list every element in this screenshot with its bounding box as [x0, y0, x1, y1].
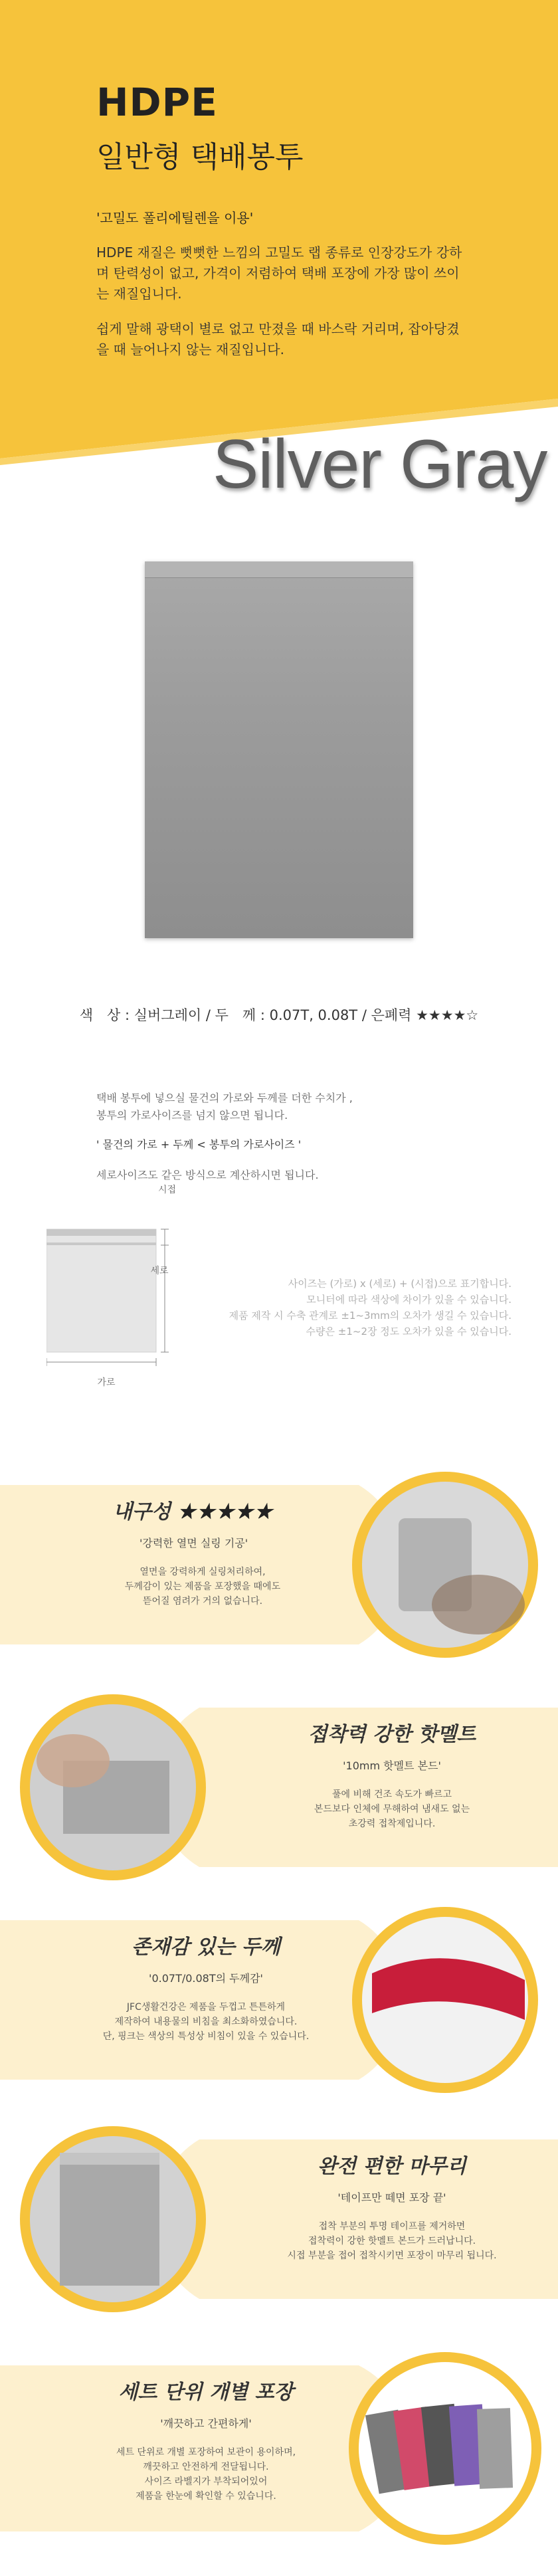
feature-line: 두께감이 있는 제품을 포장했을 때에도 — [124, 1581, 281, 1592]
size-info-line-2: 봉투의 가로사이즈를 넘지 않으면 됩니다. — [96, 1109, 288, 1122]
note-2: 모니터에 따라 색상에 차이가 있을 수 있습니다. — [306, 1294, 512, 1306]
bag-flap — [145, 561, 413, 578]
feature-hotmelt — [0, 1681, 558, 1894]
note-4: 수량은 ±1~2장 정도 오차가 있을 수 있습니다. — [306, 1326, 512, 1338]
feature-text-thickness — [66, 2000, 345, 2044]
feature-line: 접착력이 강한 핫멜트 본드가 드러납니다. — [308, 2236, 476, 2246]
feature-line: JFC생활건강은 제품을 두껍고 튼튼하게 — [126, 2002, 286, 2013]
feature-line: 열면을 강력하게 실링처리하여, — [140, 1567, 266, 1577]
page-subtitle: 일반형 택배봉투 — [96, 140, 304, 174]
feature-line: 시접 부분을 접어 접착시키면 포장이 마무리 됩니다. — [287, 2250, 497, 2261]
feature-sub-durability: '강력한 열면 실링 기공' — [140, 1537, 248, 1549]
feature-text-finish — [266, 2219, 518, 2263]
feature-sub-set: '깨끗하고 간편하게' — [160, 2417, 252, 2430]
diagram-label-height: 세로 — [150, 1266, 169, 1276]
feature-set-packaging — [0, 2339, 558, 2551]
lead-text: '고밀도 폴리에틸렌을 이용' — [96, 210, 254, 226]
page-title: HDPE — [96, 80, 218, 125]
feature-thickness — [0, 1894, 558, 2106]
feature-line: 깨끗하고 안전하게 전달됩니다. — [143, 2462, 269, 2472]
diagram-label-seal: 시접 — [158, 1185, 177, 1195]
feature-text-set — [73, 2445, 339, 2504]
feature-line: 제작하여 내용물의 비침을 최소화하였습니다. — [114, 2017, 298, 2027]
feature-line: 사이즈 라벨지가 부착되어있어 — [144, 2476, 268, 2487]
feature-line: 접착 부분의 투명 테이프를 제거하면 — [318, 2221, 466, 2232]
size-notes — [229, 1276, 512, 1339]
feature-title-hotmelt: 접착력 강한 핫멜트 — [308, 1723, 476, 1746]
feature-line: 제품을 한눈에 확인할 수 있습니다. — [136, 2491, 276, 2502]
feature-title-set: 세트 단위 개별 포장 — [118, 2381, 294, 2404]
feature-durability — [0, 1458, 558, 1671]
feature-line: 세트 단위로 개별 포장하여 보관이 용이하며, — [116, 2447, 296, 2458]
durability-stars: ★★★★★ — [177, 1500, 274, 1524]
description-paragraph-2: 쉽게 말해 광택이 별로 없고 만졌을 때 바스락 거리며, 잡아당겼을 때 늘어나지 않는 재질입니다. — [96, 321, 460, 357]
feature-line: 본드보다 인체에 무해하여 냄새도 없는 — [314, 1804, 470, 1815]
feature-title-text: 내구성 — [113, 1500, 171, 1524]
feature-line: 초강력 접착제입니다. — [348, 1819, 436, 1829]
hero-section — [0, 0, 558, 492]
feature-title-thickness: 존재감 있는 두께 — [132, 1935, 280, 1959]
note-3: 제품 제작 시 수축 관계로 ±1~3mm의 오차가 생길 수 있습니다. — [229, 1310, 512, 1322]
feature-line: 풀에 비해 건조 속도가 빠르고 — [331, 1789, 452, 1800]
size-info-line-1: 택배 봉투에 넣으실 물건의 가로와 두께를 더한 수치가 , — [96, 1092, 353, 1104]
feature-sub-finish: '테이프만 떼면 포장 끝' — [337, 2191, 446, 2204]
feature-finish — [0, 2113, 558, 2326]
product-bag-image — [145, 561, 413, 938]
feature-sub-hotmelt: '10mm 핫멜트 본드' — [343, 1759, 441, 1772]
color-name-heading: Silver Gray — [213, 426, 547, 503]
size-diagram — [46, 1185, 219, 1398]
feature-text-hotmelt — [279, 1787, 505, 1831]
size-info-line-3: 세로사이즈도 같은 방식으로 계산하시면 됩니다. — [96, 1169, 319, 1181]
feature-text-durability — [93, 1565, 312, 1609]
feature-sub-thickness: '0.07T/0.08T의 두께감' — [149, 1972, 263, 1985]
spec-line: 색 상 : 실버그레이 / 두 께 : 0.07T, 0.08T / 은폐력 ★★★★☆ — [79, 1007, 479, 1023]
diagram-label-width: 가로 — [97, 1377, 116, 1388]
note-1: 사이즈는 (가로) x (세로) + (시접)으로 표기합니다. — [288, 1278, 512, 1290]
feature-title-finish: 완전 편한 마무리 — [318, 2155, 466, 2178]
feature-line: 단, 핑크는 색상의 특성상 비침이 있을 수 있습니다. — [102, 2031, 310, 2042]
feature-title-durability — [113, 1495, 274, 1524]
size-formula: ' 물건의 가로 + 두께 < 봉투의 가로사이즈 ' — [96, 1138, 302, 1151]
feature-line: 뜯어질 염려가 거의 없습니다. — [142, 1596, 263, 1607]
description-paragraph-1: HDPE 재질은 뻣뻣한 느낌의 고밀도 랩 종류로 인장강도가 강하며 탄력성이 없고, 가격이 저렴하여 택배 포장에 가장 많이 쓰이는 재질입니다. — [96, 245, 462, 302]
